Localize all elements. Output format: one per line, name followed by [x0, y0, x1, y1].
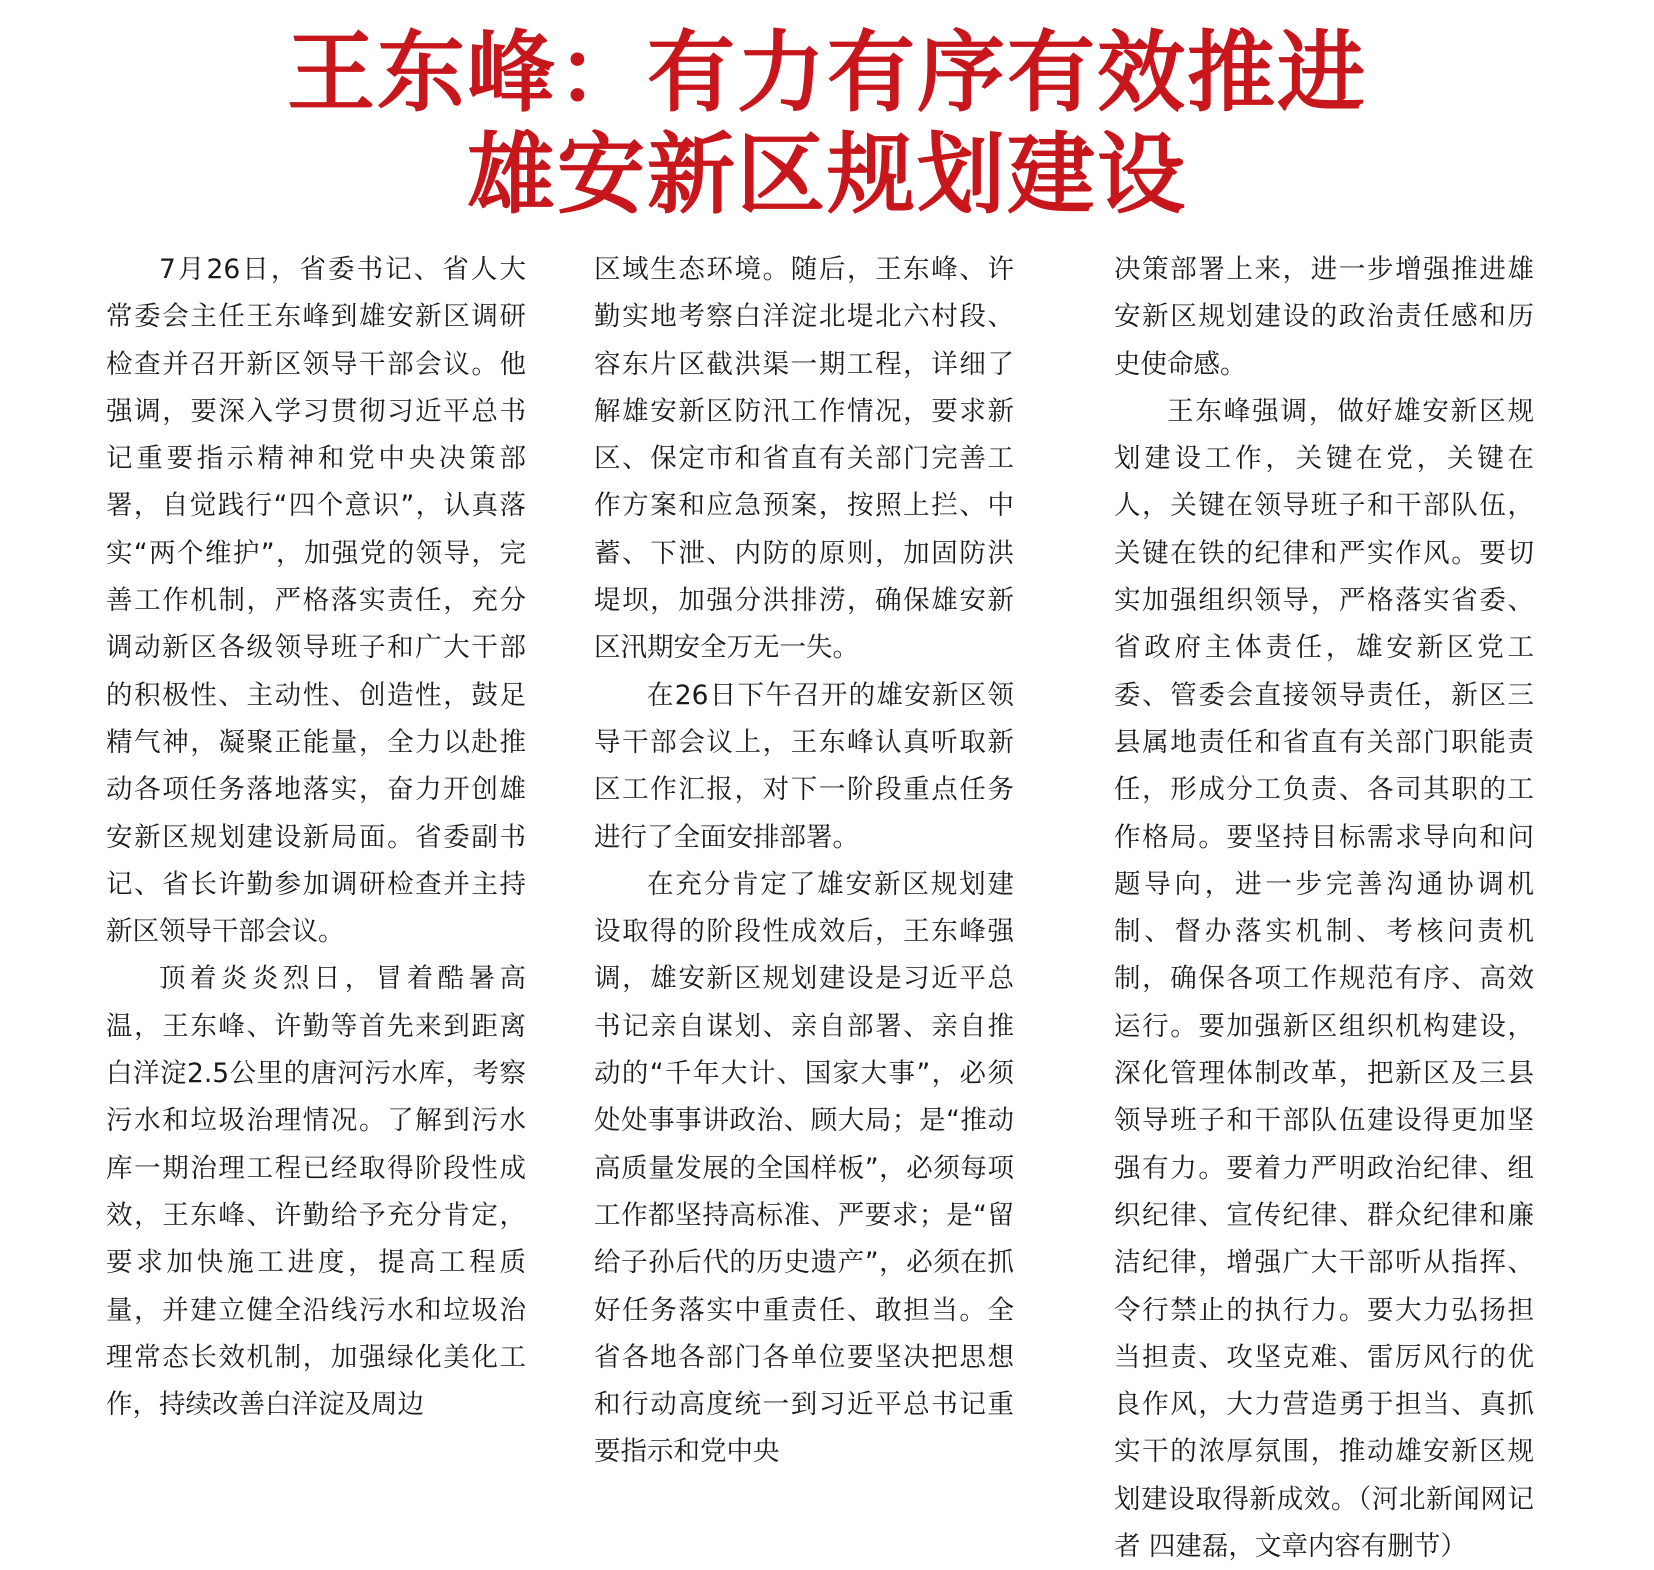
article-paragraph: 在充分肯定了雄安新区规划建设取得的阶段性成效后，王东峰强调，雄安新区规划建设是习近平总书记亲自谋划、亲自部署、亲自推动的“千年大计、国家大事”，必须处处事事讲政治、顾大局；是“推动高质量发展的全国样板”，必须每项工作都坚持高标准、严要求；是“留给子孙后代的历史遗产”，必须在抓好任务落实中重责任、敢担当。全省各地各部门各单位要坚决把思想和行动高度统一到习近平总书记重要指示和党中央 [594, 868, 1014, 1468]
article-paragraph-continued: 决策部署上来，进一步增强推进雄安新区规划建设的政治责任感和历史使命感。 [1114, 254, 1534, 380]
article-paragraph: 在26日下午召开的雄安新区领导干部会议上，王东峰认真听取新区工作汇报，对下一阶段重点任务进行了全面安排部署。 [594, 679, 1014, 853]
article-paragraph: 王东峰强调，做好雄安新区规划建设工作，关键在党，关键在人，关键在领导班子和干部队伍，关键在铁的纪律和严实作风。要切实加强组织领导，严格落实省委、省政府主体责任，雄安新区党工委、管委会直接领导责任，新区三县属地责任和省直有关部门职能责任，形成分工负责、各司其职的工作格局。要坚持目标需求导向和问题导向，进一步完善沟通协调机制、督办落实机制、考核问责机制，确保各项工作规范有序、高效运行。要加强新区组织机构建设，深化管理体制改革，把新区及三县领导班子和干部队伍建设得更加坚强有力。要着力严明政治纪律、组织纪律、宣传纪律、群众纪律和廉洁纪律，增强广大干部听从指挥、令行禁止的执行力。要大力弘扬担当担责、攻坚克难、雷厉风行的优良作风，大力营造勇于担当、真抓实干的浓厚氛围，推动雄安新区规划建设取得新成效。（河北新闻网记者 四建磊，文章内容有删节） [1114, 395, 1534, 1563]
article-paragraph: 顶着炎炎烈日，冒着酷暑高温，王东峰、许勤等首先来到距离白洋淀2.5公里的唐河污水库，考察污水和垃圾治理情况。了解到污水库一期治理工程已经取得阶段性成效，王东峰、许勤给予充分肯定，要求加快施工进度，提高工程质量，并建立健全沿线污水和垃圾治理常态长效机制，加强绿化美化工作，持续改善白洋淀及周边 [106, 963, 526, 1421]
article-paragraph: 7月26日，省委书记、省人大常委会主任王东峰到雄安新区调研检查并召开新区领导干部会议。他强调，要深入学习贯彻习近平总书记重要指示精神和党中央决策部署，自觉践行“四个意识”，认真落实“两个维护”，加强党的领导，完善工作机制，严格落实责任，充分调动新区各级领导班子和广大干部的积极性、主动性、创造性，鼓足精气神，凝聚正能量，全力以赴推动各项任务落地落实，奋力开创雄安新区规划建设新局面。省委副书记、省长许勤参加调研检查并主持新区领导干部会议。 [106, 254, 526, 948]
article-body [106, 246, 1586, 1563]
article-column-2 [594, 246, 1014, 1468]
article-column-1 [106, 246, 526, 1446]
article-column-3 [1114, 246, 1534, 1563]
article-paragraph-continued: 区域生态环境。随后，王东峰、许勤实地考察白洋淀北堤北六村段、容东片区截洪渠一期工程，详细了解雄安新区防汛工作情况，要求新区、保定市和省直有关部门完善工作方案和应急预案，按照上拦、中蓄、下泄、内防的原则，加固防洪堤坝，加强分洪排涝，确保雄安新区汛期安全万无一失。 [594, 254, 1014, 664]
headline-line-1: 王东峰：有力有序有效推进 [286, 20, 1367, 124]
headline-line-2: 雄安新区规划建设 [466, 122, 1187, 226]
